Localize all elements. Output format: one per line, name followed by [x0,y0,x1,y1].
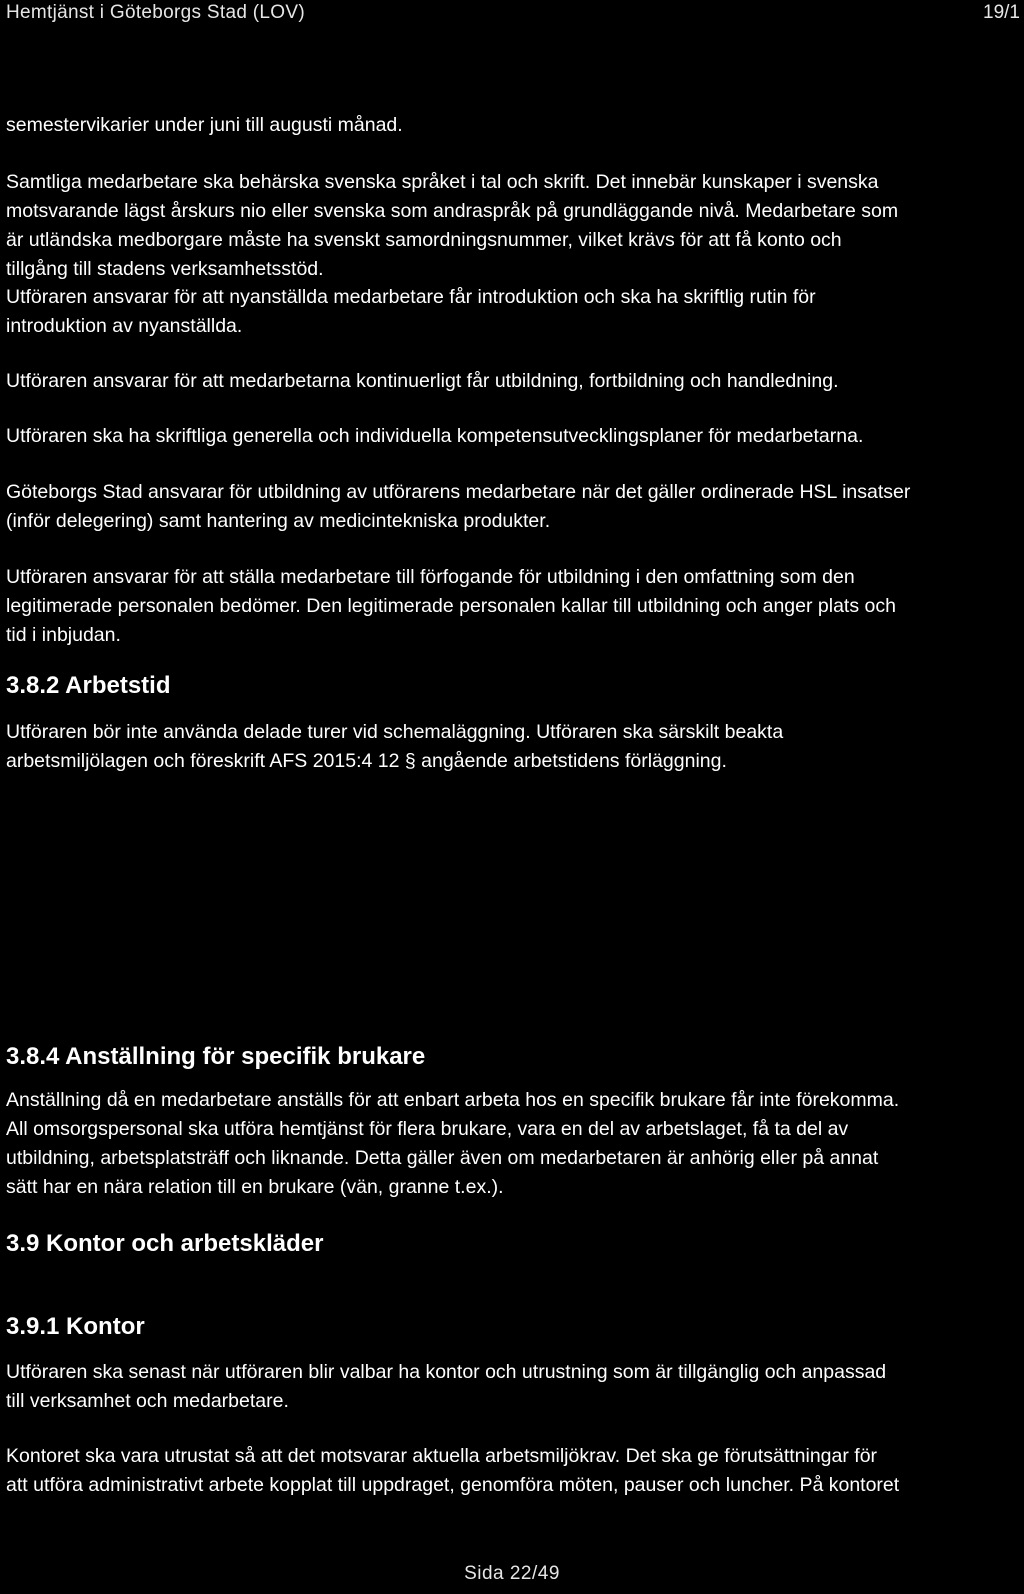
paragraph-line: tid i inbjudan. [6,624,121,646]
paragraph [6,1442,1022,1500]
paragraph [6,283,1022,341]
paragraph-line: att utföra administrativt arbete kopplat till uppdraget, genomföra möten, pauser och luncher. På kontoret [6,1474,900,1496]
paragraph [6,1358,1022,1416]
paragraph [6,367,1022,396]
paragraph [6,422,1022,451]
paragraph-line: (inför delegering) samt hantering av medicintekniska produkter. [6,510,551,532]
paragraph-line: Samtliga medarbetare ska behärska svenska språket i tal och skrift. Det innebär kunskaper i svenska [6,171,879,193]
section-heading-3-8-2: 3.8.2 Arbetstid [6,672,171,699]
paragraph-line: semestervikarier under juni till augusti månad. [6,114,403,136]
paragraph [6,563,1022,650]
paragraph-line: Utföraren ansvarar för att ställa medarbetare till förfogande för utbildning i den omfattning som den [6,566,855,588]
section-heading-3-9: 3.9 Kontor och arbetskläder [6,1230,324,1257]
paragraph [6,168,1022,284]
section-heading-3-8-4: 3.8.4 Anställning för specifik brukare [6,1043,426,1070]
paragraph-line: motsvarande lägst årskurs nio eller svenska som andraspråk på grundläggande nivå. Medarbetare som [6,200,899,222]
paragraph [6,111,1022,140]
paragraph-line: Utföraren ansvarar för att nyanställda medarbetare får introduktion och ska ha skriftlig rutin för [6,286,816,308]
paragraph-line: Utföraren bör inte använda delade turer vid schemaläggning. Utföraren ska särskilt beakta [6,721,784,743]
document-header-title: Hemtjänst i Göteborgs Stad (LOV) [6,2,305,23]
paragraph-line: Göteborgs Stad ansvarar för utbildning av utförarens medarbetare när det gäller ordinerade HSL insatser [6,481,911,503]
paragraph-line: utbildning, arbetsplatsträff och liknande. Detta gäller även om medarbetaren är anhörig eller på annat [6,1147,879,1169]
page-number: Sida 22/49 [464,1563,560,1584]
paragraph-line: All omsorgspersonal ska utföra hemtjänst för flera brukare, vara en del av arbetslaget, få ta del av [6,1118,849,1140]
document-header-page-ref: 19/1 [983,2,1020,23]
paragraph [6,1086,1022,1202]
paragraph-line: till verksamhet och medarbetare. [6,1390,289,1412]
paragraph [6,718,1022,776]
paragraph-line: Kontoret ska vara utrustat så att det motsvarar aktuella arbetsmiljökrav. Det ska ge förutsättningar för [6,1445,878,1467]
paragraph-line: är utländska medborgare måste ha svenskt samordningsnummer, vilket krävs för att få konto och [6,229,842,251]
paragraph-line: Utföraren ska ha skriftliga generella och individuella kompetensutvecklingsplaner för medarbetarna. [6,425,864,447]
paragraph-line: Utföraren ansvarar för att medarbetarna kontinuerligt får utbildning, fortbildning och handledning. [6,370,839,392]
paragraph [6,478,1022,536]
paragraph-line: arbetsmiljölagen och föreskrift AFS 2015:4 12 § angående arbetstidens förläggning. [6,750,727,772]
paragraph-line: tillgång till stadens verksamhetsstöd. [6,258,324,280]
section-heading-3-9-1: 3.9.1 Kontor [6,1313,145,1340]
paragraph-line: introduktion av nyanställda. [6,315,243,337]
paragraph-line: legitimerade personalen bedömer. Den legitimerade personalen kallar till utbildning och anger plats och [6,595,896,617]
paragraph-line: Utföraren ska senast när utföraren blir valbar ha kontor och utrustning som är tillgänglig och anpassad [6,1361,887,1383]
paragraph-line: Anställning då en medarbetare anställs för att enbart arbeta hos en specifik brukare får inte förekomma. [6,1089,900,1111]
paragraph-line: sätt har en nära relation till en brukare (vän, granne t.ex.). [6,1176,504,1198]
